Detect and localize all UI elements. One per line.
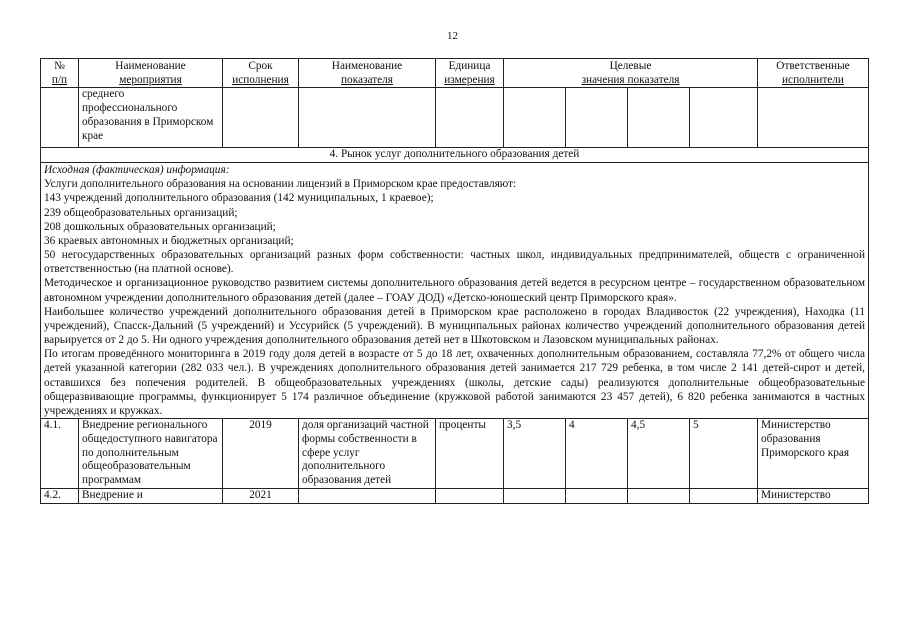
table-header-row xyxy=(41,59,869,88)
table-row xyxy=(41,489,869,504)
table-row xyxy=(41,419,869,489)
row-unit: проценты xyxy=(436,419,504,489)
row-event: Внедрение и xyxy=(79,489,223,504)
section-title: 4. Рынок услуг дополнительного образования детей xyxy=(41,148,869,163)
section-title-row xyxy=(41,148,869,163)
row-value-1 xyxy=(504,489,566,504)
info-paragraph: Услуги дополнительного образования на основании лицензий в Приморском крае предоставляют: xyxy=(44,178,517,191)
row-value-4 xyxy=(690,489,758,504)
row-indicator: доля организаций частной формы собственности в сфере услуг дополнительного образования детей xyxy=(299,419,436,489)
continuation-event: среднего профессионального образования в Приморском крае xyxy=(79,88,223,148)
row-value-1: 3,5 xyxy=(504,419,566,489)
header-event: Наименование мероприятия xyxy=(79,59,223,88)
row-num: 4.1. xyxy=(41,419,79,489)
measures-table xyxy=(40,58,869,504)
row-indicator xyxy=(299,489,436,504)
info-paragraph: 50 негосударственных образовательных организаций разных форм собственности: частных школ, индивидуальных предпринимателей, обществ с ограниченной ответственностью (на платной основе). xyxy=(44,249,865,276)
header-term: Срок исполнения xyxy=(223,59,299,88)
info-paragraph: 143 учреждений дополнительного образования (142 муниципальных, 1 краевое); xyxy=(44,192,434,205)
page-number: 12 xyxy=(447,30,458,42)
row-value-4: 5 xyxy=(690,419,758,489)
info-paragraph: Наибольшее количество учреждений дополнительного образования детей в Приморском крае расположено в городах Владивосток (22 учреждения), Находка (11 учреждений), Спасск-Дальний (5 учреждений) и Уссурийск (5 учреждений). В муниципальных районах количество учреждений дополнительного образования детей варьируется от 2 до 5. Ни одного учреждения дополнительного образования детей нет в Шкотовском и Лазовском муниципальных районах. xyxy=(44,305,865,347)
row-value-3 xyxy=(628,489,690,504)
header-targets: Целевые значения показателя xyxy=(504,59,758,88)
row-value-2 xyxy=(566,489,628,504)
row-num: 4.2. xyxy=(41,489,79,504)
info-paragraph: По итогам проведённого мониторинга в 2019 году доля детей в возрасте от 5 до 18 лет, охваченных дополнительным образованием, составляла 77,2% от общего числа детей указанной категории (282 033 чел.). В учреждениях дополнительного образования детей занимается 217 729 ребенка, в том числе 2 141 детей-сирот и детей, оставшихся без попечения родителей. В общеобразовательных учреждениях (школы, детские сады) реализуются дополнительные общеобразовательные общеразвивающие программы, функционирует 5 174 различное объединение (кружковой работой занимаются 23 457 детей), 6 820 ребенка занимаются в частных учреждениях и кружках. xyxy=(44,348,865,417)
row-responsible: Министерство образования Приморского края xyxy=(758,419,869,489)
info-paragraph: 239 общеобразовательных организаций; xyxy=(44,206,238,219)
info-paragraph: 36 краевых автономных и бюджетных организаций; xyxy=(44,234,294,247)
header-indicator: Наименование показателя xyxy=(299,59,436,88)
row-value-2: 4 xyxy=(566,419,628,489)
header-responsible: Ответственные исполнители xyxy=(758,59,869,88)
header-num: № п/п xyxy=(41,59,79,88)
continuation-row xyxy=(41,88,869,148)
row-responsible: Министерство xyxy=(758,489,869,504)
row-term: 2021 xyxy=(223,489,299,504)
row-event: Внедрение регионального общедоступного навигатора по дополнительным общеобразовательным программам xyxy=(79,419,223,489)
source-info-cell xyxy=(41,163,869,419)
info-paragraph: Методическое и организационное руководство развитием системы дополнительного образования детей ведется в ресурсном центре – государственном образовательном автономном учреждении дополнительного образования детей (далее – ГОАУ ДОД) «Детско-юношеский центр Приморского края». xyxy=(44,277,865,304)
row-value-3: 4,5 xyxy=(628,419,690,489)
row-term: 2019 xyxy=(223,419,299,489)
info-heading: Исходная (фактическая) информация: xyxy=(44,164,230,176)
header-unit: Единица измерения xyxy=(436,59,504,88)
row-unit xyxy=(436,489,504,504)
info-paragraph: 208 дошкольных образовательных организаций; xyxy=(44,220,276,233)
info-row xyxy=(41,163,869,419)
